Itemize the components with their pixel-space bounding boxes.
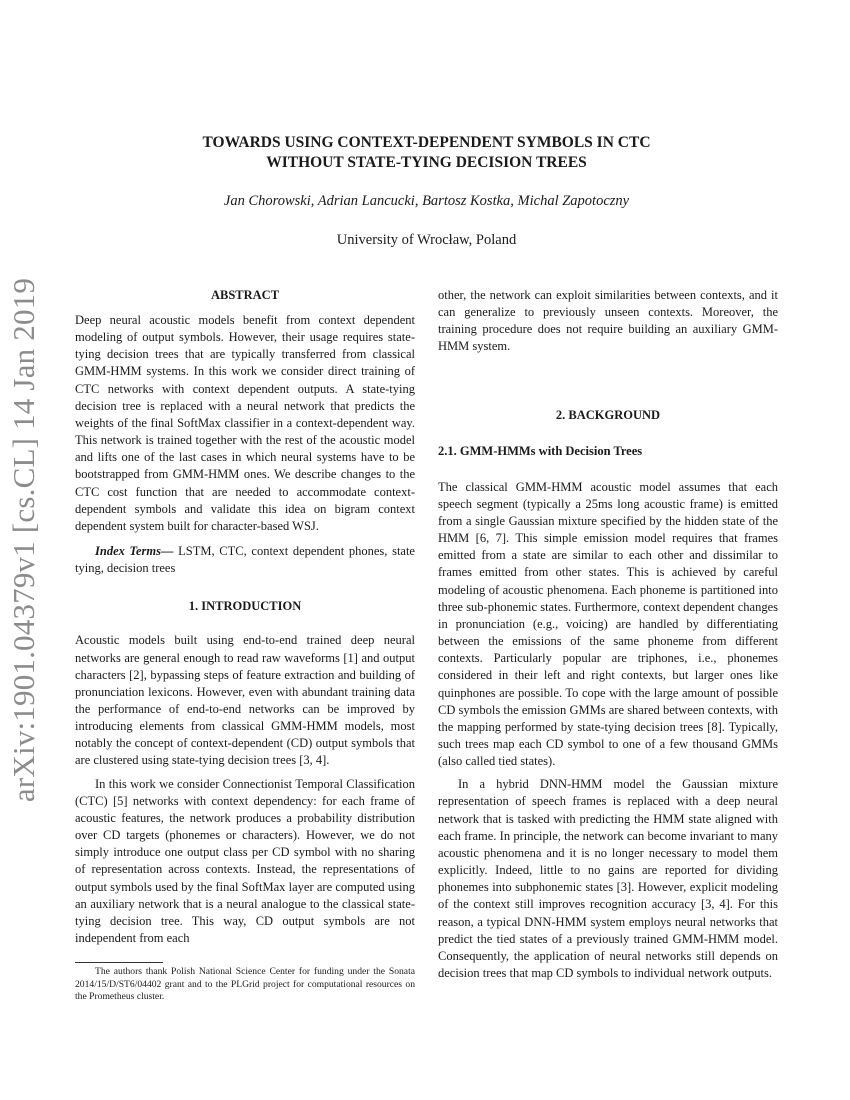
paper-title [75, 133, 778, 173]
intro-heading: 1. INTRODUCTION [188, 599, 302, 614]
title-line-2: WITHOUT STATE-TYING DECISION TREES [266, 154, 587, 171]
arxiv-side-label [2, 40, 46, 1040]
background-paragraph-2: In a hybrid DNN-HMM model the Gaussian mixture representation of speech frames is replaced with a deep neural network that is tasked with predicting the HMM state aligned with each frame. In principle, the network can become invariant to many acoustic phenomena and it is no longer necessary to model them explicitly. Indeed, little to no gains are reported for dividing phonemes into subphonemic states [3]. However, explicit modeling of the context still improves recognition accuracy [3, 4]. For this reason, a typical DNN-HMM system employs neural networks that predict the tied states of a previously trained GMM-HMM model. Consequently, the application of neural networks still depends on decision trees that map CD symbols to individual network outputs. [438, 777, 778, 980]
intro-paragraph-2-continued: other, the network can exploit similarities between contexts, and it can generalize to previously unseen contexts. Moreover, the training procedure does not require building an auxiliary GMM-HMM system. [438, 288, 778, 354]
abstract-text: Deep neural acoustic models benefit from context dependent modeling of output symbols. However, their usage requires state-tying decision trees that are typically transferred from classical GMM-HMM systems. In this work we consider direct training of CTC networks with context dependent outputs. A state-tying decision tree is replaced with a neural network that predicts the weights of the final SoftMax classifier in a context-dependent way. This network is trained together with the rest of the acoustic model and lifts one of the last cases in which neural systems have to be bootstrapped from GMM-HMM ones. We describe changes to the CTC cost function that are needed to accommodate context-dependent symbols and validate this idea on bigram context dependent system built for character-based WSJ. [75, 313, 415, 533]
intro-paragraph-1: Acoustic models built using end-to-end trained deep neural networks are general enough to read raw waveforms [1] and output characters [2], bypassing steps of feature extraction and building of pronunciation lexicons. However, even with abundant training data the performance of end-to-end networks can be improved by introducing elements from classical GMM-HMM models, most notably the concept of context-dependent (CD) output symbols that are clustered using state-tying decision trees [3, 4]. [75, 633, 415, 768]
arxiv-id-text: arXiv:1901.04379v1 [cs.CL] 14 Jan 2019 [6, 277, 42, 803]
abstract-heading: ABSTRACT [210, 288, 280, 302]
right-column [438, 287, 778, 982]
subsection-heading: 2.1. GMM-HMMs with Decision Trees [438, 443, 643, 458]
footnote-rule [75, 962, 163, 963]
background-paragraph-1: The classical GMM-HMM acoustic model assumes that each speech segment (typically a 25ms long acoustic frame) is emitted from a single Gaussian mixture specified by the hidden state of the HMM [6, 7]. This simple emission model requires that frames emitted from a state are similar to each other and dissimilar to frames emitted from other states. This is achieved by careful modeling of acoustic phenomena. Each phoneme is partitioned into three sub-phonemic states. Furthermore, context dependent changes in pronunciation (e.g., voicing) are handled by differentiating between the emissions of the same phoneme from different contexts. Particularly popular are triphones, i.e., phonemes considered in their left and right contexts, but larger ones like quinphones are possible. To cope with the large amount of possible CD symbols the emission GMMs are shared between contexts, with the mapping performed by state-tying decision trees [8]. Typically, such trees map each CD symbol to one of a few thousand GMMs (also called tied states). [438, 479, 778, 769]
index-terms [75, 543, 415, 577]
funding-footnote: The authors thank Polish National Science Center for funding under the Sonata 2014/15/D/ST6/04402 grant and to the PLGrid project for computational resources on the Prometheus cluster. [75, 966, 415, 1003]
intro-paragraph-2: In this work we consider Connectionist Temporal Classification (CTC) [5] networks with context dependency: for each frame of acoustic features, the network produces a probability distribution over CD targets (phonemes or characters). However, we do not simply introduce one output class per CD symbol with no sharing of representation across contexts. Instead, the representations of output symbols used by the final SoftMax layer are computed using an auxiliary network that is a neural analogue to the classical state-tying decision tree. This way, CD output symbols are not independent from each [75, 776, 415, 945]
index-terms-label: Index Terms— [95, 544, 174, 559]
background-heading: 2. BACKGROUND [555, 407, 661, 422]
title-line-1: TOWARDS USING CONTEXT-DEPENDENT SYMBOLS IN CTC [202, 134, 651, 151]
left-column [75, 287, 415, 947]
index-terms-values: LSTM, CTC, context dependent phones, state tying, decision trees [75, 544, 415, 576]
affiliation: University of Wrocław, Poland [336, 232, 517, 248]
author-list: Jan Chorowski, Adrian Lancucki, Bartosz Kostka, Michal Zapotoczny [223, 193, 630, 209]
